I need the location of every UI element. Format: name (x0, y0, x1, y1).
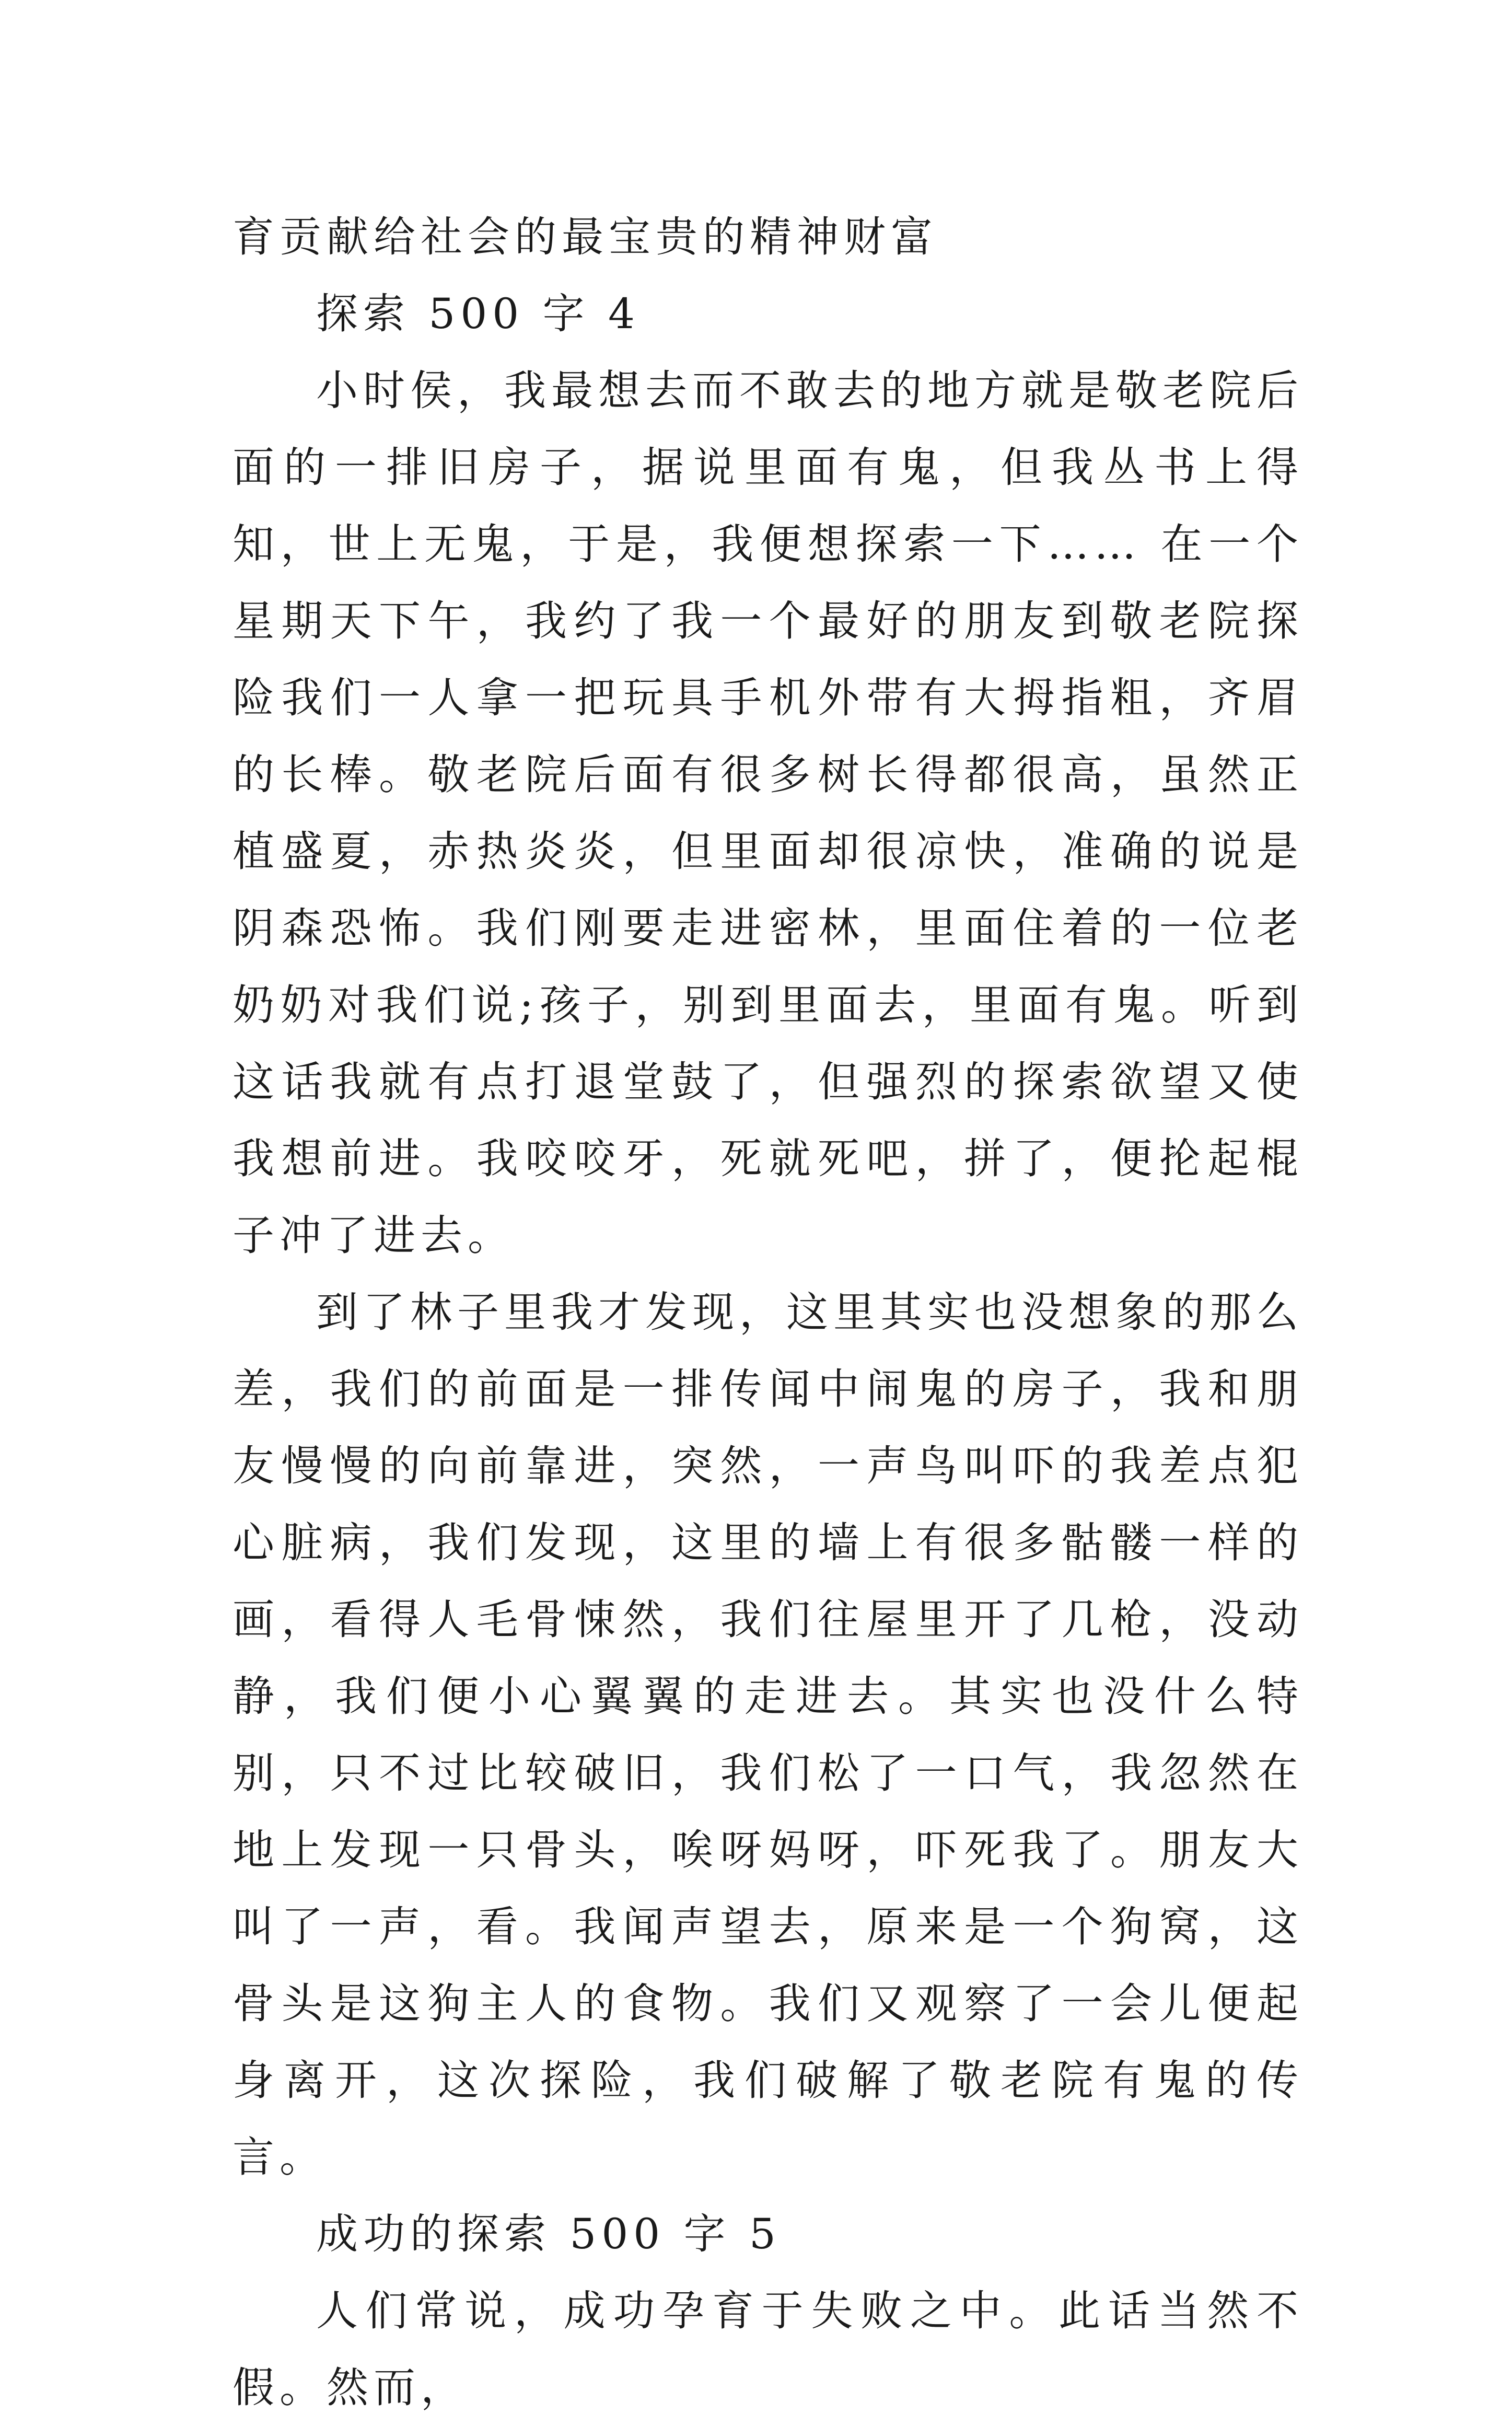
continuation-paragraph: 育贡献给社会的最宝贵的精神财富 (232, 213, 938, 261)
body-paragraph: 小时侯，我最想去而不敢去的地方就是敬老院后面的一排旧房子，据说里面有鬼，但我丛书上得知，世上无鬼，于是，我便想探索一下…… 在一个星期天下午，我约了我一个最好的朋友到敬老院探险我们一人拿一把玩具手机外带有大拇指粗，齐眉的长棒。敬老院后面有很多树长得都很高，虽然正植盛夏，赤热炎炎，但里面却很凉快，准确的说是阴森恐怖。我们刚要走进密林，里面住着的一位老奶奶对我们说;孩子，别到里面去，里面有鬼。听到这话我就有点打退堂鼓了，但强烈的探索欲望又使我想前进。我咬咬牙，死就死吧，拼了，便抡起棍子冲了进去。 (232, 366, 1304, 1260)
section-heading-5: 成功的探索 500 字 5 (316, 2210, 781, 2258)
body-paragraph: 到了林子里我才发现，这里其实也没想象的那么差，我们的前面是一排传闻中闹鬼的房子，我和朋友慢慢的向前靠进，突然，一声鸟叫吓的我差点犯心脏病，我们发现，这里的墙上有很多骷髅一样的画，看得人毛骨悚然，我们往屋里开了几枪，没动静，我们便小心翼翼的走进去。其实也没什么特别，只不过比较破旧，我们松了一口气，我忽然在地上发现一只骨头，唉呀妈呀，吓死我了。朋友大叫了一声，看。我闻声望去，原来是一个狗窝，这骨头是这狗主人的食物。我们又观察了一会儿便起身离开，这次探险，我们破解了敬老院有鬼的传言。 (232, 1288, 1304, 2181)
document-body (232, 199, 1304, 2426)
section-heading-4: 探索 500 字 4 (316, 289, 640, 338)
body-paragraph: 人们常说，成功孕育于失败之中。此话当然不假。然而， (232, 2286, 1304, 2412)
